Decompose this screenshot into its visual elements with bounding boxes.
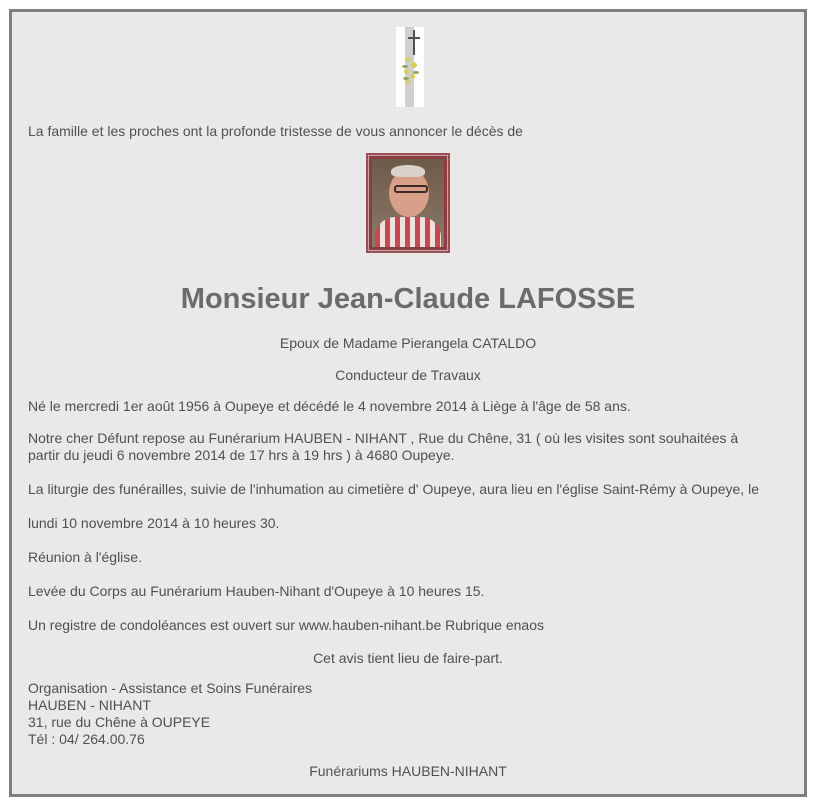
organisation-line-4: Tél : 04/ 264.00.76 — [28, 731, 145, 747]
meeting-text: Réunion à l'église. — [28, 549, 142, 565]
registry-text: Un registre de condoléances est ouvert sur www.hauben-nihant.be Rubrique enaos — [28, 617, 544, 633]
birth-death-text: Né le mercredi 1er août 1956 à Oupeye et décédé le 4 novembre 2014 à Liège à l'âge de 58 ans. — [28, 398, 631, 414]
repose-line-2: partir du jeudi 6 novembre 2014 de 17 hrs à 19 hrs ) à 4680 Oupeye. — [28, 447, 455, 463]
organisation-line-2: HAUBEN - NIHANT — [28, 697, 151, 713]
liturgy-line-2: lundi 10 novembre 2014 à 10 heures 30. — [28, 515, 280, 531]
levee-text: Levée du Corps au Funérarium Hauben-Nihant d'Oupeye à 10 heures 15. — [28, 583, 485, 599]
deceased-name: Monsieur Jean-Claude LAFOSSE — [180, 283, 636, 315]
repose-line-1: Notre cher Défunt repose au Funérarium HAUBEN - NIHANT , Rue du Chêne, 31 ( où les visites sont souhaitées à — [28, 430, 739, 446]
obituary-card — [9, 9, 807, 797]
faire-part-text: Cet avis tient lieu de faire-part. — [313, 650, 503, 666]
portrait-photo — [366, 153, 450, 253]
cross-with-flowers-icon — [396, 27, 424, 107]
profession-text: Conducteur de Travaux — [335, 367, 481, 383]
spouse-text: Epoux de Madame Pierangela CATALDO — [279, 335, 537, 351]
intro-text: La famille et les proches ont la profonde tristesse de vous annoncer le décès de — [28, 123, 523, 139]
organisation-line-1: Organisation - Assistance et Soins Funéraires — [28, 680, 313, 696]
footer-text: Funérariums HAUBEN-NIHANT — [309, 763, 507, 779]
organisation-line-3: 31, rue du Chêne à OUPEYE — [28, 714, 211, 730]
liturgy-line-1: La liturgie des funérailles, suivie de l'inhumation au cimetière d' Oupeye, aura lieu en l'église Saint-Rémy à Oupeye, le — [28, 481, 759, 497]
